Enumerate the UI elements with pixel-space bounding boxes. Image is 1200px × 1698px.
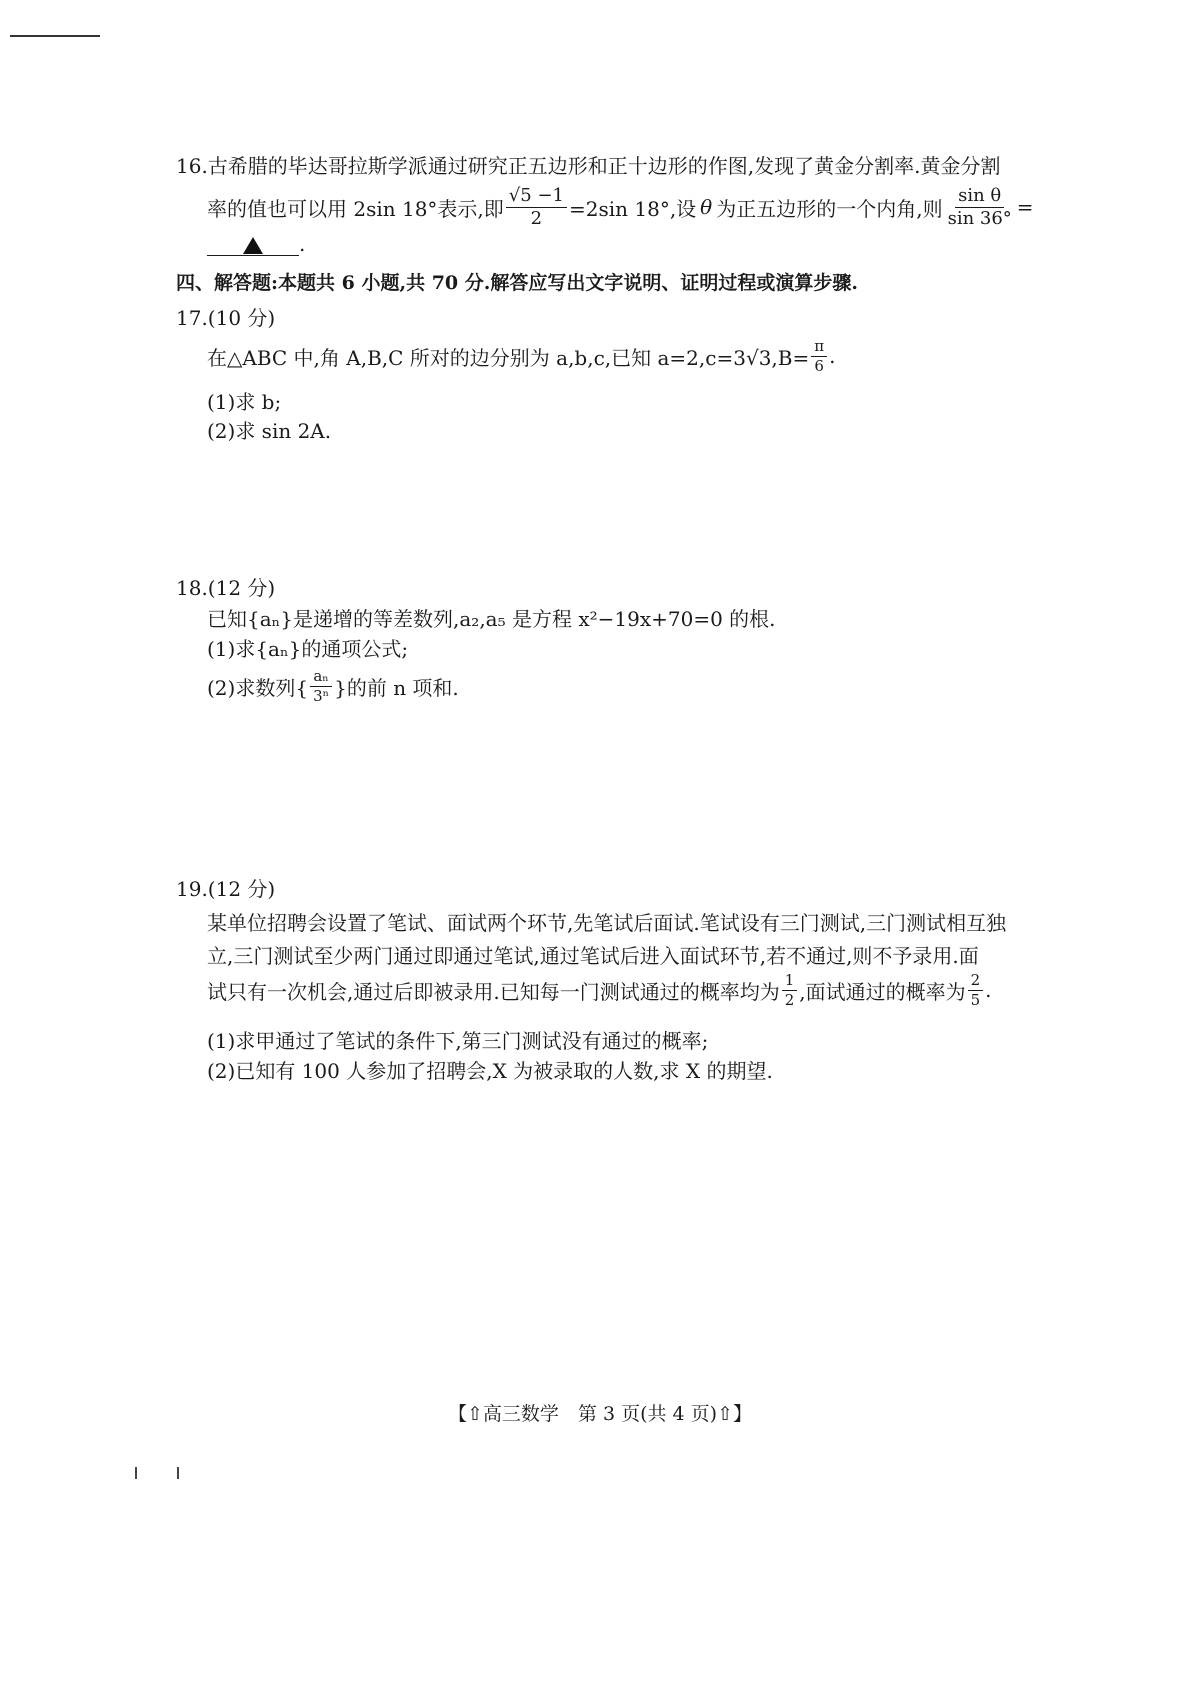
q18-part1: (1)求{aₙ}的通项公式; xyxy=(207,637,409,661)
q18-stem: 已知{aₙ}是递增的等差数列,a₂,a₅ 是方程 x²−19x+70=0 的根. xyxy=(207,607,776,631)
q17-frac-den: 6 xyxy=(814,356,824,375)
q18-frac-num: aₙ xyxy=(310,668,331,687)
q16-text-line2d: = xyxy=(1016,195,1034,220)
q16-text-line2c: 为正五边形的一个内角,则 xyxy=(716,196,943,221)
q16-line3 xyxy=(207,232,305,256)
q16-line1 xyxy=(176,150,1001,179)
q19-line1: 某单位招聘会设置了笔试、面试两个环节,先笔试后面试.笔试设有三门测试,三门测试相互独 xyxy=(207,911,1007,935)
q16-answer-blank xyxy=(207,233,299,256)
q19-fraction-two-fifths xyxy=(968,972,984,1008)
q16-line2 xyxy=(207,186,1034,229)
q17-part2: (2)求 sin 2A. xyxy=(207,419,332,443)
q19-line3-c: . xyxy=(985,978,992,1002)
q17-part1: (1)求 b; xyxy=(207,390,282,414)
q16-text-line2a: 率的值也可以用 2sin 18°表示,即 xyxy=(207,196,504,221)
q16-frac2-den: sin 36° xyxy=(947,207,1012,229)
q19-part2: (2)已知有 100 人参加了招聘会,X 为被录取的人数,求 X 的期望. xyxy=(207,1059,773,1083)
scan-tick-right xyxy=(177,1467,179,1479)
q16-number: 16. xyxy=(176,154,208,178)
q16-theta: θ xyxy=(700,195,713,220)
q16-frac1-num: √5 −1 xyxy=(506,186,567,208)
q17-stem-a: 在△ABC 中,角 A,B,C 所对的边分别为 a,b,c,已知 a=2,c=3√3,B= xyxy=(207,345,810,370)
corner-line xyxy=(10,35,100,37)
q16-text-line1: 古希腊的毕达哥拉斯学派通过研究正五边形和正十边形的作图,发现了黄金分割率.黄金分割 xyxy=(207,154,1001,178)
q16-golden-fraction xyxy=(506,186,567,229)
q19-line2: 立,三门测试至少两门通过即通过笔试,通过笔试后进入面试环节,若不通过,则不予录用.面 xyxy=(207,944,979,968)
q19-line3-a: 试只有一次机会,通过后即被录用.已知每一门测试通过的概率均为 xyxy=(207,979,780,1004)
q19-fraction-half xyxy=(782,972,798,1008)
q19-number: 19.(12 分) xyxy=(176,877,276,901)
section4-heading: 四、解答题:本题共 6 小题,共 70 分.解答应写出文字说明、证明过程或演算步骤. xyxy=(176,272,858,294)
q17-number: 17.(10 分) xyxy=(176,306,276,330)
q19-frac1-den: 2 xyxy=(784,990,795,1009)
q16-end: . xyxy=(299,232,306,256)
q18-part2-a: (2)求数列{ xyxy=(207,675,309,700)
triangle-icon xyxy=(243,237,263,254)
q17-frac-num: π xyxy=(811,338,827,357)
q19-part1: (1)求甲通过了笔试的条件下,第三门测试没有通过的概率; xyxy=(207,1029,709,1053)
scan-tick-left xyxy=(135,1467,137,1479)
q16-text-line2b: =2sin 18°,设 xyxy=(568,196,697,221)
q18-fraction xyxy=(310,668,332,704)
q16-frac1-den: 2 xyxy=(530,207,543,229)
q18-frac-den: 3ⁿ xyxy=(313,686,330,705)
q19-line3-b: ,面试通过的概率为 xyxy=(799,979,966,1004)
q17-stem-b: . xyxy=(829,344,836,368)
q18-part2-b: }的前 n 项和. xyxy=(334,675,459,700)
page-footer: 【⇧高三数学 第 3 页(共 4 页)⇧】 xyxy=(447,1403,752,1425)
q16-frac2-num: sin θ xyxy=(955,186,1004,208)
q18-part2 xyxy=(207,668,459,704)
q19-frac2-num: 2 xyxy=(968,972,984,991)
q19-frac2-den: 5 xyxy=(970,990,981,1009)
q16-sine-fraction xyxy=(945,186,1015,229)
q17-stem xyxy=(207,338,835,374)
q19-frac1-num: 1 xyxy=(782,972,798,991)
q19-line3 xyxy=(207,972,992,1008)
q18-number: 18.(12 分) xyxy=(176,576,276,600)
q17-fraction xyxy=(811,338,827,374)
